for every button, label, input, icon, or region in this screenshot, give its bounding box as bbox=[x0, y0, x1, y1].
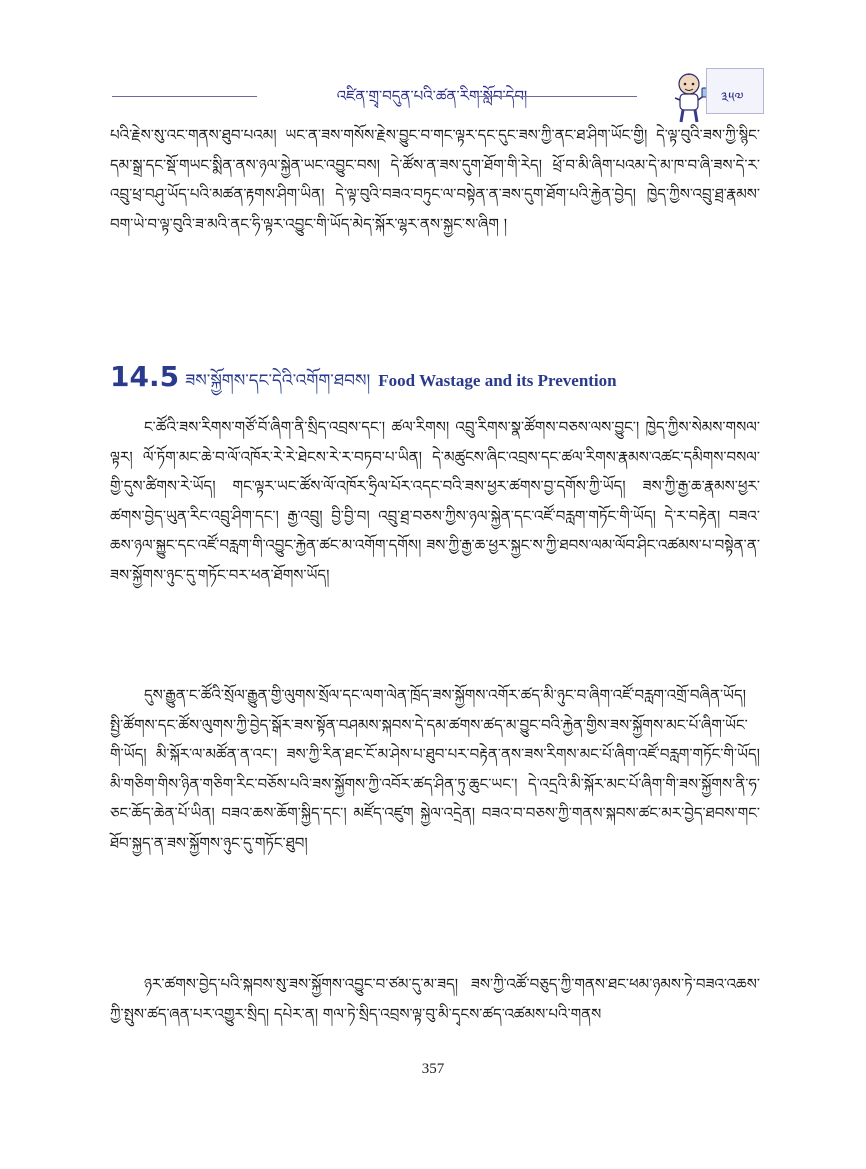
header-rule-left bbox=[112, 96, 257, 97]
running-title: འཛིན་གྲྭ་བདུན་པའི་ཚན་རིག་སློབ་དེབ། bbox=[336, 87, 528, 105]
header-rule-right bbox=[477, 96, 637, 97]
page-number: 357 bbox=[421, 1061, 445, 1077]
section-title-english: Food Wastage and its Prevention bbox=[378, 371, 617, 390]
section-title-tibetan: ཟས་སྐྱོགས་དང་དེའི་འགོག་ཐབས། bbox=[185, 371, 371, 391]
page-number-tab bbox=[706, 68, 764, 114]
cartoon-scientist-icon bbox=[667, 70, 711, 124]
section-number: 14.5 bbox=[110, 360, 180, 393]
running-header bbox=[112, 68, 812, 128]
paragraph-4: ཉར་ཚགས་བྱེད་པའི་སྐབས་སུ་ཟས་སྐྱོགས་འབྱུང་བ་ཙམ་དུ་མ་ཟད། ཟས་ཀྱི་འཚོ་བཅུད་ཀྱི་གནས་ཐང་ཕམ་ཉམས་ཏེ་བཟའ་འཆས་ཀྱི་སྤུས་ཚད་ཞན་པར་འགྱུར་སྲིད། དཔེར་ན། གལ་ཏེ་སྲིད་འབྲས་ལྟ་བུ་མི་དྭངས་ཚད་འཚམས་པའི་གནས bbox=[110, 975, 760, 1023]
page-tab-number: ༣༥༧ bbox=[721, 90, 744, 106]
paragraph-1: པའི་རྗེས་སུ་འང་གནས་ཐུབ་པའམ། ཡང་ན་ཟས་གསོས་རྗེས་བྱུང་བ་གང་ལྟར་དང་དུང་ཟས་ཀྱི་ནང་ཐ་ཤིག་ཡོང་གྱི། དེ་ལྟ་བུའི་ཟས་ཀྱི་སྙིང་དམ་སྒྲ་དང་སྡོ་གཡང་སྨིན་ནས་ཉལ་སྐྱེན་ཡང་འབྱུང་བས། དེ་ཚོས་ན་ཟས་དུག་ཐོག་གི་རེད། ཕྲོ་བ་མི་ཞིག་པའམ་དེ་མ་ཁ་བ་ཞི་ཟས་དེ་ར་འབྲུ་ཕྲ་བཤུ་ཡོད་པའི་མཚན་རྟགས་ཤིག་ཡིན། དེ་ལྟ་བུའི་བཟའ་བཏུང་ལ་བསྟེན་ན་ཟས་དུག་ཐོག་པའི་རྐྱེན་བྱེད། ཁྱེད་ཀྱིས་འབྲུ་ཐྲ་རྣམས་བག་ཡེ་བ་ལྟ་བུའི་ཟ་མའི་ནང་ཧི་ལྟར་འབྱུང་གི་ཡོད་མེད་སྐོར་ལྷར་ནས་སྐྱང་ས་ཞིག ། bbox=[110, 126, 760, 233]
paragraph-3: དུས་རྒྱུན་ང་ཚོའི་སྲོལ་རྒྱུན་གྱི་ལུགས་སྲོལ་དང་ལག་ལེན་ཁྲོད་ཟས་སྐྱོགས་འགོར་ཚད་མི་ཉུང་བ་ཞིག་འཛོ་བརླག་འགྲོ་བཞིན་ཡོད། སྤྱི་ཚོགས་དང་ཚོས་ལུགས་ཀྱི་བྱེད་སྒོར་ཟས་སྟོན་བཤམས་སྐབས་དེ་དམ་ཚགས་ཚད་མ་བྱུང་བའི་རྐྱེན་གྱིས་ཟས་སྐྱོགས་མང་པོ་ཞིག་ཡོང་གི་ཡོད། མི་སྐོར་ལ་མཚོན་ན་འང་། ཟས་ཀྱི་རིན་ཐང་ངོ་མ་ཤེས་པ་ཐུབ་པར་བརྟེན་ནས་ཟས་རིགས་མང་པོ་ཞིག་འཛོ་བརླག་གཏོང་གི་ཡོད། མི་གཅིག་གིས་ཉིན་གཅིག་རིང་བཅོས་པའི་ཟས་སྐྱོགས་ཀྱི་འབོར་ཚད་ཤིན་ཏུ་ཆུང་ཡང་། དེ་འདྲའི་མི་སྐོར་མང་པོ་ཞིག་གི་ཟས་སྐྱོགས་ནི་ཧ་ཅང་ཆོད་ཆེན་པོ་ཡིན། བཟའ་ཆས་ཆོག་སྐྱིད་དང་། མཛོད་འཛུག སྐྱེལ་འདྲེན། བཟའ་བ་བཅས་ཀྱི་གནས་སྐབས་ཚང་མར་བྱེད་ཐབས་གང་ཐོབ་སྐྱད་ན་ཟས་སྐྱོགས་ཉུང་དུ་གཏོང་ཐུབ། bbox=[110, 686, 760, 852]
section-heading bbox=[110, 360, 770, 409]
paragraph-2: ང་ཚོའི་ཟས་རིགས་གཙོ་བོ་ཞིག་ནི་སྲིད་འབྲས་དང་། ཚལ་རིགས། འབྲུ་རིགས་སྣ་ཚོགས་བཅས་ལས་བྱུང་། ཁྱེད་ཀྱིས་སེམས་གསལ་ལྟར། ལོ་ཏོག་མང་ཆེ་བ་ལོ་འཁོར་རེ་རེ་ཐེངས་རེ་ར་བཏབ་པ་ཡིན། དེ་མཚུངས་ཞིང་འབྲས་དང་ཚལ་རིགས་རྣམས་འཚང་དམིགས་བསལ་གྱི་དུས་ཚིགས་རེ་ཡོད། གང་ལྟར་ཡང་ཚོས་ལོ་འཁོར་ཧྲིལ་པོར་འདང་བའི་ཟས་ཕྱར་ཚགས་བྱ་དགོས་ཀྱི་ཡོད། ཟས་ཀྱི་རྒྱ་ཆ་རྣམས་ཕྱར་ཚགས་བྱེད་ཡུན་རིང་འབྲུ་ཤིག་དང་། རྒྱ་འབྲུ། བྱི་བྱི་བ། འབྲུ་ཐྲ་བཅས་ཀྱིས་ཉལ་སྐྱེན་དང་འཛོ་བརླག་གཏོང་གི་ཡོད། དེ་ར་བརྟེན། བཟའ་ཆས་ཉལ་སྐྱུང་དང་འཛོ་བརླག་གི་འབྱུང་རྐྱེན་ཚང་མ་འགོག་དགོས། ཟས་ཀྱི་རྒྱ་ཆ་ཕྱར་སྐྱང་ས་ཀྱི་ཐབས་ལམ་ལོབ་ཤིང་འཚམས་པ་བསྟེན་ན་ཟས་སྐྱོགས་ཉུང་དུ་གཏོང་བར་ཕན་ཐོགས་ཡོད། bbox=[110, 418, 760, 584]
